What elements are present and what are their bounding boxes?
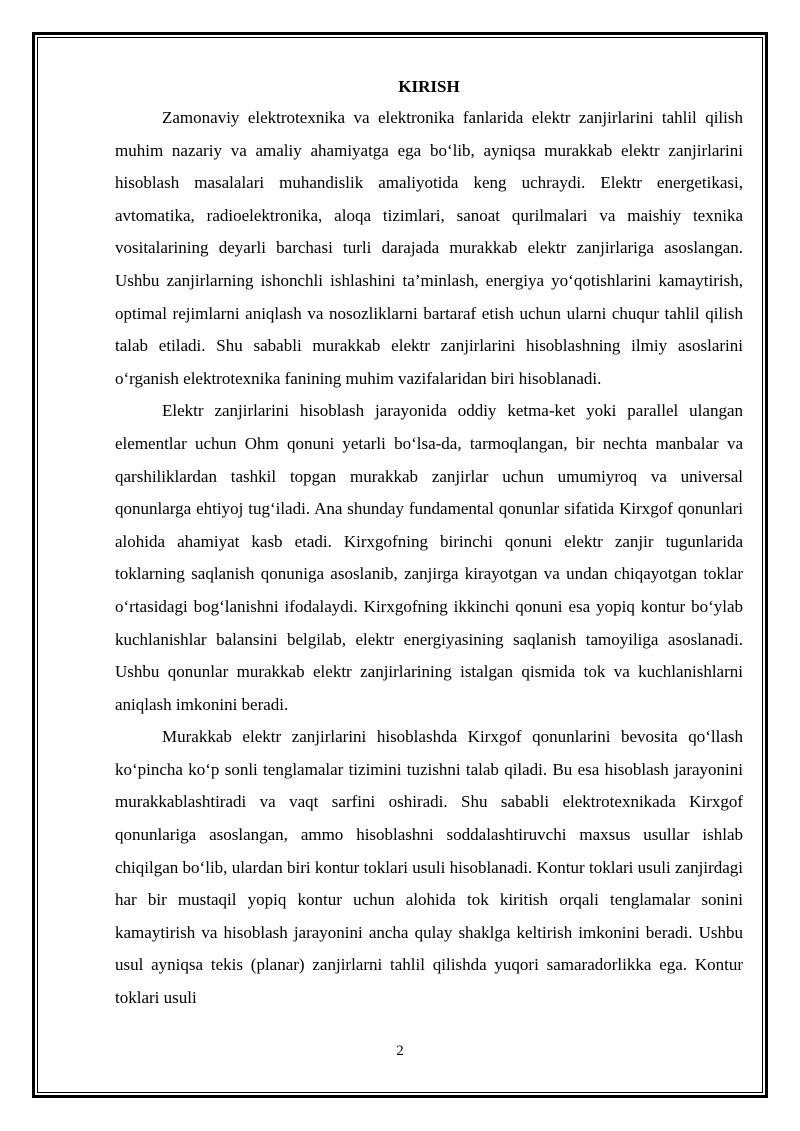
paragraph-3: Murakkab elektr zanjirlarini hisoblashda Kirxgof qonunlarini bevosita qo‘llash ko‘pincha ko‘p sonli tenglamalar tizimini tuzishni talab qiladi. Bu esa hisoblash jarayonini murakkablashtiradi va vaqt sarfini oshiradi. Shu sababli elektrotexnikada Kirxgof qonunlariga asoslangan, ammo hisoblashni soddalashtiruvchi maxsus usullar ishlab chiqilgan bo‘lib, ulardan biri kontur toklari usuli hisoblanadi. Kontur toklari usuli zanjirdagi har bir mustaqil yopiq kontur uchun alohida tok kiritish orqali tenglamalar sonini kamaytirish va hisoblash jarayonini ancha qulay shaklga keltirish imkonini beradi. Ushbu usul ayniqsa tekis (planar) zanjirlarni tahlil qilishda yuqori samaradorlikka ega. Kontur toklari usuli — [115, 727, 743, 1008]
paragraph-2: Elektr zanjirlarini hisoblash jarayonida oddiy ketma-ket yoki parallel ulangan elementlar uchun Ohm qonuni yetarli bo‘lsa-da, tarmoqlangan, bir nechta manbalar va qarshiliklardan tashkil topgan murakkab zanjirlar uchun umumiyroq va universal qonunlarga ehtiyoj tug‘iladi. Ana shunday fundamental qonunlar sifatida Kirxgof qonunlari alohida ahamiyat kasb etadi. Kirxgofning birinchi qonuni elektr zanjir tugunlarida toklarning saqlanish qonuniga asoslanib, zanjirga kirayotgan va undan chiqayotgan toklar o‘rtasidagi bog‘lanishni ifodalaydi. Kirxgofning ikkinchi qonuni esa yopiq kontur bo‘ylab kuchlanishlar balansini belgilab, elektr energiyasining saqlanish tamoyiliga asoslanadi. Ushbu qonunlar murakkab elektr zanjirlarining istalgan qismida tok va kuchlanishlarni aniqlash imkonini beradi. — [115, 401, 743, 714]
page-number: 2 — [396, 1043, 404, 1059]
paragraph-1: Zamonaviy elektrotexnika va elektronika fanlarida elektr zanjirlarini tahlil qilish muhim nazariy va amaliy ahamiyatga ega bo‘lib, ayniqsa murakkab elektr zanjirlarini hisoblash masalalari muhandislik amaliyotida keng uchraydi. Elektr energetikasi, avtomatika, radioelektronika, aloqa tizimlari, sanoat qurilmalari va maishiy texnika vositalarining deyarli barchasi turli darajada murakkab elektr zanjirlariga asoslangan. Ushbu zanjirlarning ishonchli ishlashini ta’minlash, energiya yo‘qotishlarini kamaytirish, optimal rejimlarni aniqlash va nosozliklarni bartaraf etish uchun ularni chuqur tahlil qilish talab etiladi. Shu sababli murakkab elektr zanjirlarini hisoblashning ilmiy asoslarini o‘rganish elektrotexnika fanining muhim vazifalaridan biri hisoblanadi. — [115, 108, 743, 388]
document-body — [115, 72, 743, 1015]
section-title: KIRISH — [398, 77, 460, 96]
